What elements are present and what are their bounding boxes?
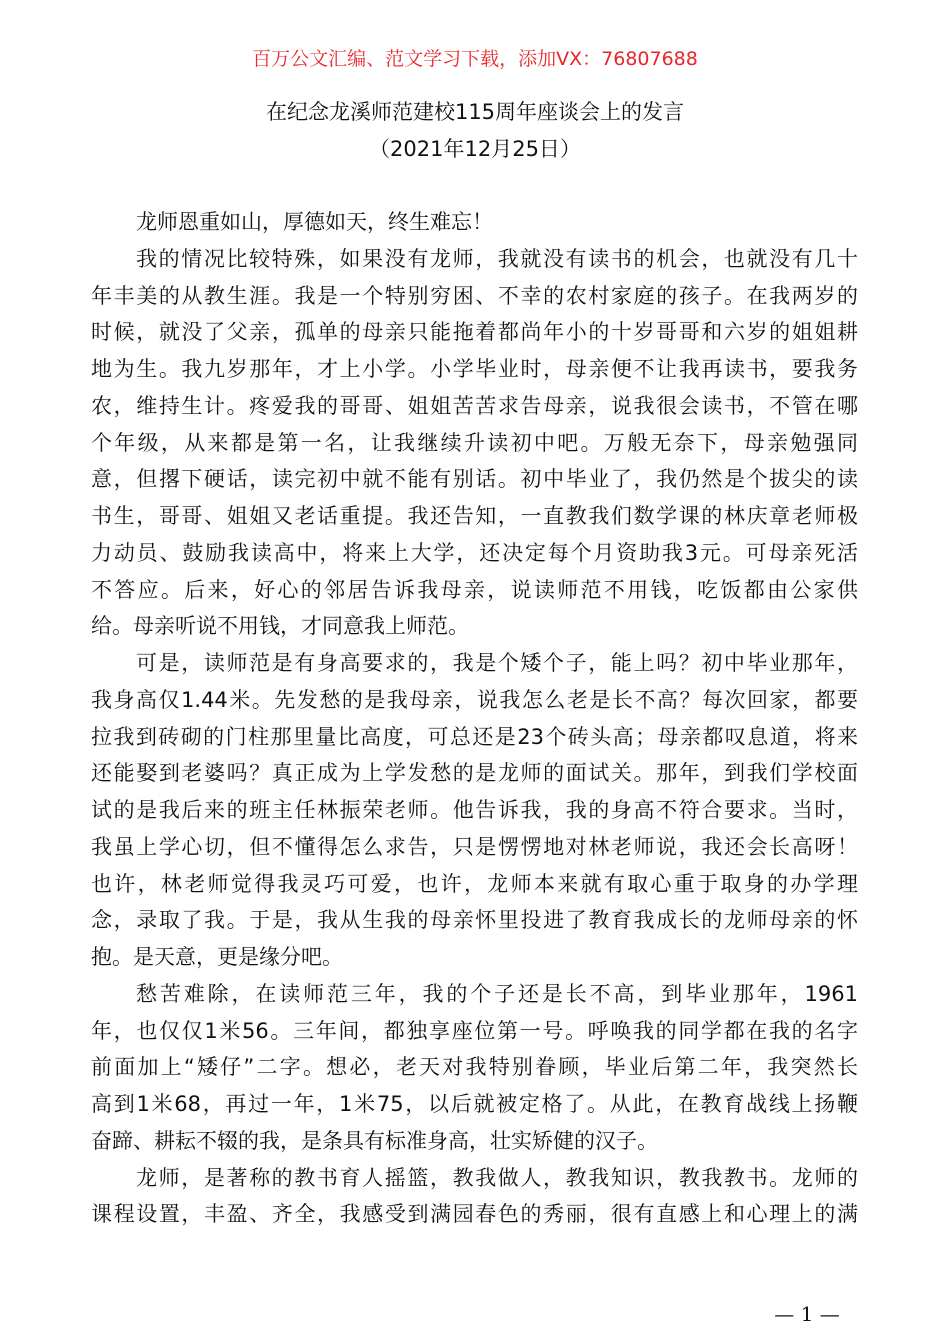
paragraph-line: 龙师恩重如山，厚德如天，终生难忘！	[136, 210, 493, 234]
paragraph-line: 农，维持生计。疼爱我的哥哥、姐姐苦苦求告母亲，说我很会读书，不管在哪	[91, 393, 858, 418]
paragraph-line: 时候，就没了父亲，孤单的母亲只能拖着都尚年小的十岁哥哥和六岁的姐姐耕	[91, 320, 858, 345]
paragraph-line: 试的是我后来的班主任林振荣老师。他告诉我，我的身高不符合要求。当时，	[91, 798, 858, 822]
paragraph-line: 念，录取了我。于是，我从生我的母亲怀里投进了教育我成长的龙师母亲的怀	[91, 908, 858, 933]
paragraph-line: 前面加上“矮仔”二字。想必，老天对我特别眷顾，毕业后第二年，我突然长	[91, 1055, 858, 1080]
paragraph-line: 给。母亲听说不用钱，才同意我上师范。	[91, 614, 469, 639]
paragraph-line: 可是，读师范是有身高要求的，我是个矮个子，能上吗？初中毕业那年，	[136, 651, 858, 675]
paragraph-line: 愁苦难除，在读师范三年，我的个子还是长不高，到毕业那年，1961	[136, 981, 858, 1006]
paragraph-line: 年，也仅仅1米56。三年间，都独享座位第一号。呼唤我的同学都在我的名字	[91, 1018, 858, 1043]
paragraph-line: 地为生。我九岁那年，才上小学。小学毕业时，母亲便不让我再读书，要我务	[91, 357, 858, 381]
paragraph-line: 我的情况比较特殊，如果没有龙师，我就没有读书的机会，也就没有几十	[136, 246, 858, 271]
paragraph-line: 力动员、鼓励我读高中，将来上大学，还决定每个月资助我3元。可母亲死活	[91, 540, 858, 565]
paragraph-line: 年丰美的从教生涯。我是一个特别穷困、不幸的农村家庭的孩子。在我两岁的	[91, 283, 858, 308]
document-date: （2021年12月25日）	[369, 137, 581, 161]
paragraph-line: 意，但撂下硬话，读完初中就不能有别话。初中毕业了，我仍然是个拔尖的读	[91, 467, 858, 492]
paragraph-line: 奋蹄、耕耘不辍的我，是条具有标准身高，壮实矫健的汉子。	[91, 1128, 658, 1153]
paragraph-line: 课程设置，丰盈、齐全，我感受到满园春色的秀丽，很有直感上和心理上的满	[91, 1202, 858, 1227]
paragraph-line: 书生，哥哥、姐姐又老话重提。我还告知，一直教我们数学课的林庆章老师极	[91, 504, 858, 528]
paragraph-line: 还能娶到老婆吗？真正成为上学发愁的是龙师的面试关。那年，到我们学校面	[91, 761, 858, 786]
paragraph-line: 也许，林老师觉得我灵巧可爱，也许，龙师本来就有取心重于取身的办学理	[91, 871, 858, 896]
paragraph-line: 拉我到砖砌的门柱那里量比高度，可总还是23个砖头高；母亲都叹息道，将来	[91, 724, 858, 749]
watermark-header: 百万公文汇编、范文学习下载，添加VX：76807688	[252, 48, 698, 70]
paragraph-line: 龙师，是著称的教书育人摇篮，教我做人，教我知识，教我教书。龙师的	[136, 1165, 858, 1190]
paragraph-line: 抱。是天意，更是缘分吧。	[91, 945, 343, 969]
paragraph-line: 我身高仅1.44米。先发愁的是我母亲，说我怎么老是长不高？每次回家，都要	[91, 687, 858, 712]
paragraph-line: 个年级，从来都是第一名，让我继续升读初中吧。万般无奈下，母亲勉强同	[91, 430, 858, 455]
paragraph-line: 高到1米68，再过一年，1米75，以后就被定格了。从此，在教育战线上扬鞭	[91, 1092, 858, 1116]
paragraph-line: 我虽上学心切，但不懂得怎么求告，只是愣愣地对林老师说，我还会长高呀！	[91, 834, 858, 859]
document-body	[91, 204, 858, 1233]
document-title: 在纪念龙溪师范建校115周年座谈会上的发言	[265, 100, 685, 124]
page-number: — 1 —	[774, 1302, 840, 1326]
paragraph-line: 不答应。后来，好心的邻居告诉我母亲，说读师范不用钱，吃饭都由公家供	[91, 577, 858, 602]
